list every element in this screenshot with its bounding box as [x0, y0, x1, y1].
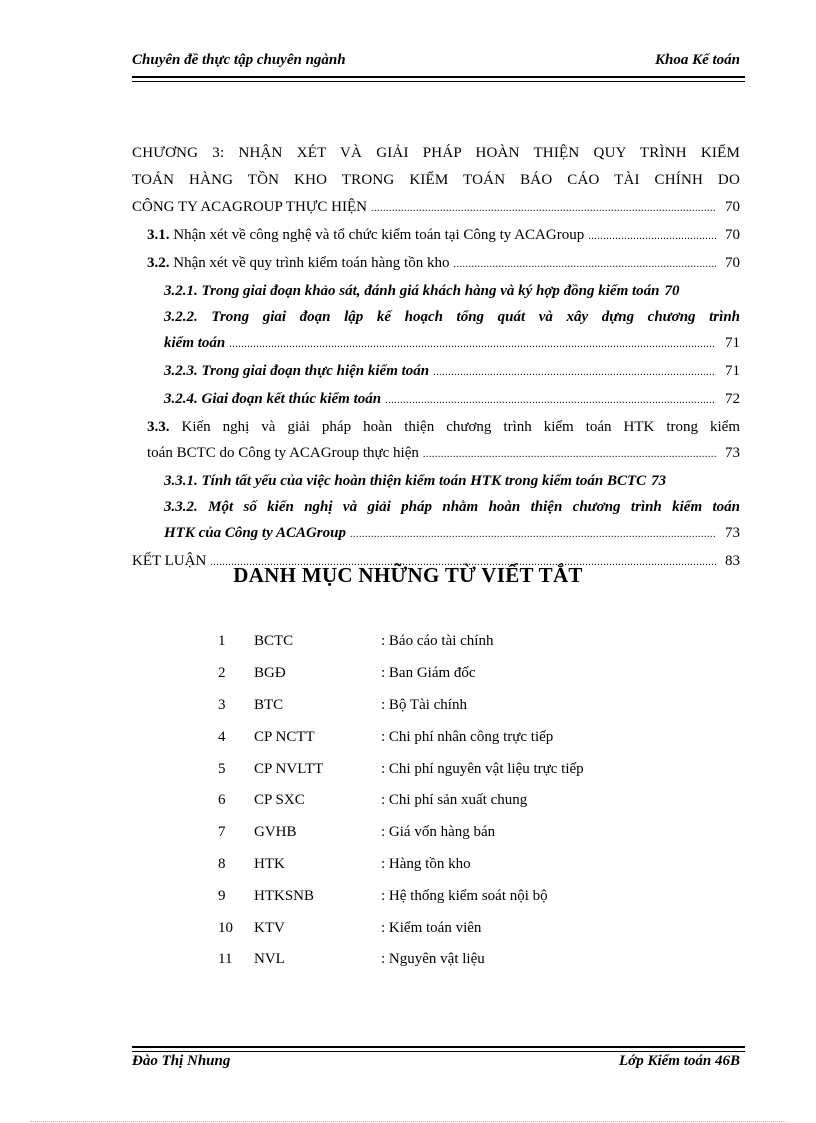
abbreviations-title: DANH MỤC NHỮNG TỪ VIẾT TẮT	[233, 563, 583, 587]
toc-section-3-2-1: 3.2.1. Trong giai đoạn khảo sát, đánh giá khách hàng và ký hợp đồng kiểm toán 70	[132, 278, 740, 304]
footer-author: Đào Thị Nhung	[132, 1053, 231, 1069]
abbreviation-number: 4	[218, 728, 226, 745]
toc-page-number: 71	[725, 363, 740, 379]
toc-page-number: 70	[725, 199, 740, 215]
toc-page-number: 83	[725, 553, 740, 569]
toc-page-number: 73	[725, 445, 740, 461]
abbreviation-code: CP NVLTT	[254, 760, 324, 777]
toc-page-number: 70	[725, 255, 740, 271]
abbreviations-table	[218, 626, 584, 976]
abbreviation-description: : Chi phí nguyên vật liệu trực tiếp	[381, 760, 584, 777]
toc-section-3-3-1: 3.3.1. Tính tất yếu của việc hoàn thiện kiểm toán HTK trong kiểm toán BCTC 73	[132, 468, 740, 494]
abbreviation-row	[218, 944, 584, 976]
toc-conclusion: KẾT LUẬN ..... 83	[132, 548, 740, 576]
toc-section-3-3-line2: toán BCTC do Công ty ACAGroup thực hiện ..... 73	[132, 440, 740, 468]
abbreviation-code: HTK	[254, 855, 285, 872]
toc-section-3-3-2-line2: HTK của Công ty ACAGroup ..... 73	[132, 520, 740, 548]
abbreviation-row	[218, 880, 584, 912]
abbreviation-description: : Chi phí sản xuất chung	[381, 792, 528, 809]
abbreviation-number: 10	[218, 919, 233, 936]
toc-chapter3-line2: TOÁN HÀNG TỒN KHO TRONG KIỂM TOÁN BÁO CÁO TÀI CHÍNH DO	[132, 172, 740, 188]
abbreviation-description: : Giá vốn hàng bán	[381, 824, 496, 841]
page-header	[132, 52, 740, 69]
abbreviation-code: BCTC	[254, 633, 294, 650]
abbreviation-number: 3	[218, 696, 226, 713]
abbreviation-row	[218, 721, 584, 753]
abbreviation-description: : Chi phí nhân công trực tiếp	[381, 728, 554, 745]
abbreviation-code: HTKSNB	[254, 887, 315, 904]
abbreviation-number: 2	[218, 665, 226, 682]
toc-section-3-2-2-line2: kiểm toán ..... 71	[132, 330, 740, 358]
toc-page-number: 71	[725, 335, 740, 351]
abbreviation-description: : Hàng tồn kho	[381, 855, 471, 872]
abbreviation-row	[218, 785, 584, 817]
toc-page-number: 70	[664, 283, 680, 299]
abbreviation-number: 5	[218, 760, 226, 777]
abbreviation-description: : Bộ Tài chính	[381, 696, 467, 713]
toc-page-number: 73	[651, 473, 667, 489]
header-faculty: Khoa Kế toán	[654, 52, 740, 68]
abbreviation-number: 1	[218, 633, 226, 650]
toc-section-3-3-line1: 3.3. Kiến nghị và giải pháp hoàn thiện chương trình kiểm toán HTK trong kiểm	[147, 419, 740, 435]
abbreviation-description: : Nguyên vật liệu	[381, 951, 485, 968]
toc-section-3-3-2-line1: 3.3.2. Một số kiến nghị và giải pháp nhằm hoàn thiện chương trình kiểm toán	[164, 499, 740, 515]
abbreviation-row	[218, 626, 584, 658]
toc-section-3-2-4: 3.2.4. Giai đoạn kết thúc kiểm toán ..... 72	[132, 386, 740, 414]
page-edge-dotted-line	[30, 1121, 786, 1122]
abbreviation-row	[218, 658, 584, 690]
abbreviation-description: : Báo cáo tài chính	[381, 633, 494, 650]
abbreviation-code: CP SXC	[254, 792, 305, 809]
toc-section-3-2: 3.2. Nhận xét về quy trình kiểm toán hàng tồn kho ..... 70	[132, 250, 740, 278]
abbreviation-code: BGĐ	[254, 665, 286, 682]
abbreviation-row	[218, 817, 584, 849]
toc-page-number: 70	[725, 227, 740, 243]
abbreviation-code: KTV	[254, 919, 285, 936]
footer-rule	[132, 1046, 745, 1052]
abbreviation-row	[218, 753, 584, 785]
abbreviation-code: NVL	[254, 951, 285, 968]
abbreviation-code: BTC	[254, 696, 284, 713]
abbreviation-description: : Kiểm toán viên	[381, 919, 482, 936]
toc-chapter3-line1: CHƯƠNG 3: NHẬN XÉT VÀ GIẢI PHÁP HOÀN THIỆN QUY TRÌNH KIỂM	[132, 145, 740, 161]
abbreviation-number: 11	[218, 951, 233, 968]
abbreviation-code: GVHB	[254, 824, 297, 841]
abbreviation-number: 7	[218, 824, 226, 841]
header-rule	[132, 76, 745, 82]
page-footer	[132, 1053, 740, 1070]
abbreviation-row	[218, 912, 584, 944]
footer-class: Lớp Kiểm toán 46B	[619, 1053, 740, 1069]
toc-page-number: 72	[725, 391, 740, 407]
abbreviation-description: : Ban Giám đốc	[381, 665, 476, 682]
toc-page-number: 73	[725, 525, 740, 541]
abbreviation-description: : Hệ thống kiểm soát nội bộ	[381, 887, 548, 904]
abbreviation-number: 6	[218, 792, 226, 809]
abbreviation-row	[218, 849, 584, 881]
toc-section-3-1: 3.1. Nhận xét về công nghệ và tổ chức kiểm toán tại Công ty ACAGroup ..... 70	[132, 222, 740, 250]
toc-chapter3-line3: CÔNG TY ACAGROUP THỰC HIỆN ..... 70	[132, 194, 740, 222]
toc-section-3-2-2-line1: 3.2.2. Trong giai đoạn lập kế hoạch tổng quát và xây dựng chương trình	[164, 309, 740, 325]
abbreviation-number: 8	[218, 855, 226, 872]
abbreviation-row	[218, 690, 584, 722]
abbreviation-code: CP NCTT	[254, 728, 315, 745]
table-of-contents	[132, 140, 740, 576]
abbreviation-number: 9	[218, 887, 226, 904]
toc-section-3-2-3: 3.2.3. Trong giai đoạn thực hiện kiểm toán ..... 71	[132, 358, 740, 386]
header-course: Chuyên đề thực tập chuyên ngành	[132, 52, 346, 68]
